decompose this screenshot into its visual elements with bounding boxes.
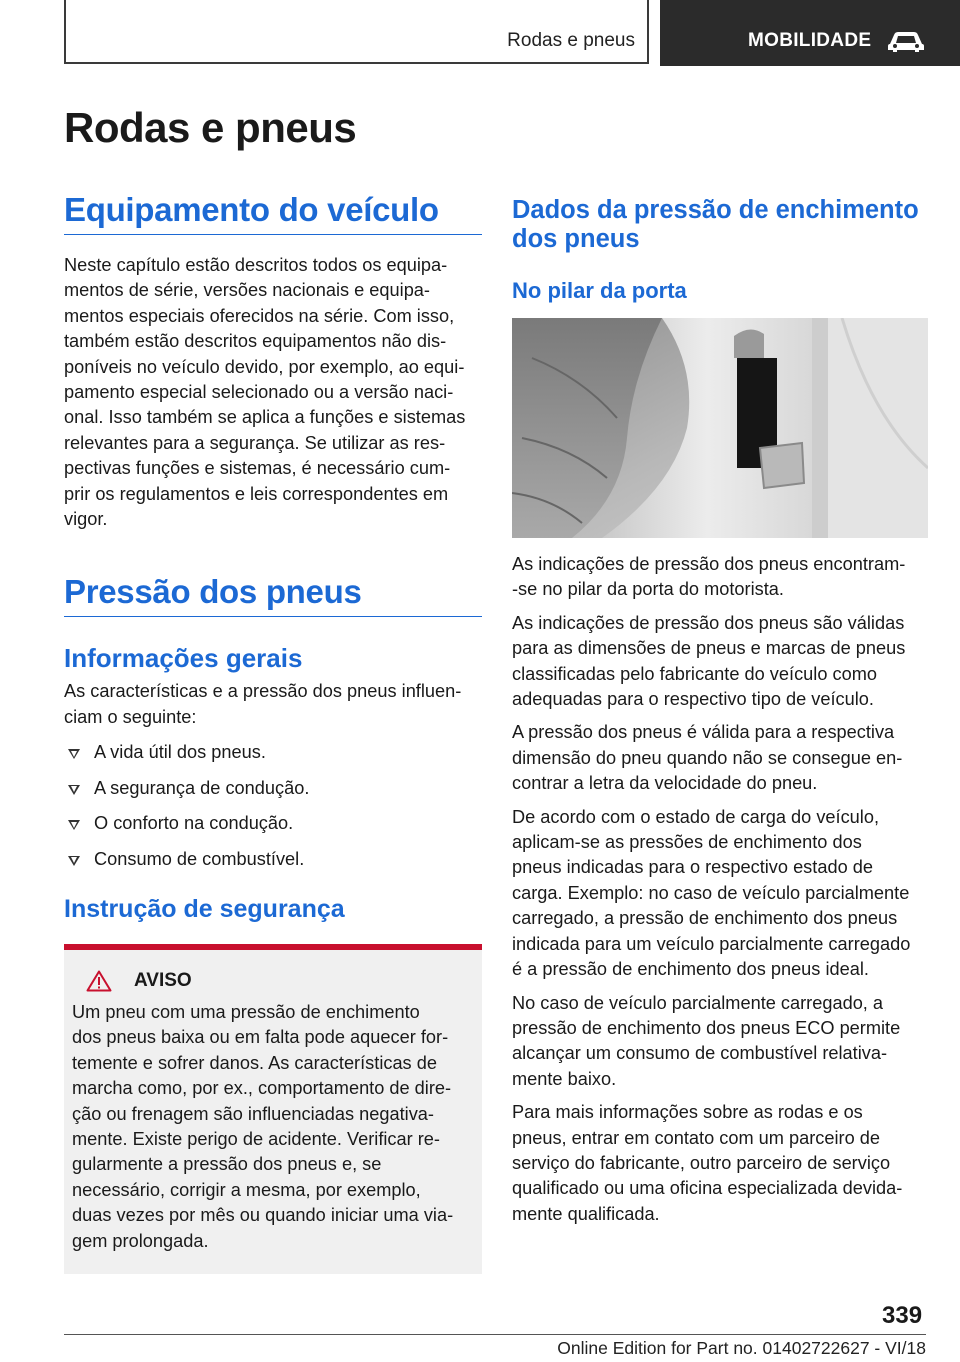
triangle-bullet-icon [68, 820, 80, 830]
text-line: As características e a pressão dos pneus influen‐ [64, 681, 462, 702]
info-paragraph [512, 805, 930, 983]
list-item [64, 811, 482, 836]
page-number: 339 [882, 1302, 923, 1329]
info-paragraph [512, 991, 930, 1093]
text-line: duas vezes por mês ou quando iniciar uma via‐ [72, 1205, 454, 1226]
text-line: alcançar um consumo de combustível relativa‐ [512, 1043, 888, 1064]
text-line: dos pneus [512, 225, 640, 253]
text-line: A pressão dos pneus é válida para a respectiva [512, 722, 895, 743]
text-line: necessário, corrigir a mesma, por exemplo, [72, 1179, 421, 1200]
list-item [64, 847, 482, 872]
car-icon [886, 28, 926, 54]
text-line: gem prolongada. [72, 1230, 209, 1251]
text-line: aplicam-se as pressões de enchimento dos [512, 832, 862, 853]
text-line: mentos especiais oferecidos na série. Com isso, [64, 305, 455, 326]
info-paragraph [512, 720, 930, 796]
list-item-text: A vida útil dos pneus. [94, 742, 266, 763]
warning-header [72, 970, 470, 992]
list-item-text: A segurança de condução. [94, 777, 310, 798]
text-line: ção ou frenagem são influenciadas negativa‐ [72, 1103, 434, 1124]
text-line: dimensão do pneu quando não se consegue en‐ [512, 747, 903, 768]
info-paragraph [512, 611, 930, 713]
text-line: carga. Exemplo: no caso de veículo parcialmente [512, 882, 910, 903]
subsection-title-safety: Instrução de segurança [64, 894, 345, 923]
section-title-tire-pressure: Pressão dos pneus [64, 572, 482, 617]
list-item-text: O conforto na condução. [94, 813, 294, 834]
triangle-bullet-icon [68, 749, 80, 759]
text-line: pamento especial selecionado ou a versão naci‐ [64, 382, 454, 403]
text-line: No caso de veículo parcialmente carregado, a [512, 992, 884, 1013]
text-line: Neste capítulo estão descritos todos os equipa‐ [64, 255, 448, 275]
info-paragraph [512, 1100, 930, 1227]
page-header [0, 0, 960, 66]
triangle-bullet-icon [68, 785, 80, 795]
text-line: As indicações de pressão dos pneus são válidas [512, 612, 905, 633]
list-item [64, 776, 482, 801]
section-title-equipment: Equipamento do veículo [64, 190, 482, 235]
header-tab-label: MOBILIDADE [748, 30, 872, 51]
text-line: classificadas pelo fabricante do veículo como [512, 663, 877, 684]
warning-label: AVISO [134, 969, 192, 991]
text-line: ciam o seguinte: [64, 706, 197, 727]
text-line: As indicações de pressão dos pneus encontram- [512, 554, 906, 574]
left-column [64, 190, 482, 1274]
text-line: mentos de série, versões nacionais e equipa‐ [64, 280, 430, 301]
subsection-title-general-info: Informações gerais [64, 643, 303, 674]
footer-rule [64, 1334, 926, 1335]
text-line: serviço do fabricante, outro parceiro de serviço [512, 1152, 891, 1173]
text-line: poníveis no veículo devido, por exemplo, ao equi‐ [64, 356, 465, 377]
text-line: dos pneus baixa ou em falta pode aquecer for‐ [72, 1027, 449, 1048]
warning-triangle-icon [86, 970, 112, 992]
text-line: mente baixo. [512, 1068, 617, 1089]
text-line: para as dimensões de pneus e marcas de pneus [512, 638, 906, 659]
info-paragraph [512, 552, 930, 603]
text-line: pectivas funções e sistemas, é necessário cum‐ [64, 458, 451, 479]
text-line: -se no pilar da porta do motorista. [512, 579, 784, 600]
equipment-paragraph [64, 253, 482, 532]
list-item-text: Consumo de combustível. [94, 848, 305, 869]
header-section-box [64, 0, 649, 64]
right-column [512, 196, 930, 1227]
text-line: onal. Isso também se aplica a funções e sistemas [64, 407, 466, 428]
text-line: pneus, entrar em contato com um parceiro de [512, 1127, 880, 1148]
text-line: também estão descritos equipamentos não dis‐ [64, 331, 447, 352]
text-line: mente. Existe perigo de acidente. Verificar re‐ [72, 1128, 440, 1149]
text-line: temente e sofrer danos. As características de [72, 1052, 437, 1073]
text-line: pressão de enchimento dos pneus ECO permite [512, 1017, 901, 1038]
text-line: indicada para um veículo parcialmente carregado [512, 933, 911, 954]
warning-text [72, 1000, 470, 1254]
page-title: Rodas e pneus [64, 104, 357, 151]
subsection-title-door-pillar: No pilar da porta [512, 278, 687, 303]
text-line: Para mais informações sobre as rodas e os [512, 1102, 863, 1123]
door-pillar-photo [512, 318, 928, 538]
subsection-title-pressure-data [512, 196, 930, 254]
text-line: mente qualificada. [512, 1203, 660, 1224]
text-line: marcha como, por ex., comportamento de dire‐ [72, 1078, 452, 1099]
header-chapter-tab [660, 0, 960, 66]
text-line: Dados da pressão de enchimento [512, 196, 919, 224]
text-line: vigor. [64, 509, 108, 530]
text-line: gularmente a pressão dos pneus e, se [72, 1154, 382, 1175]
text-line: pneus indicadas para o respectivo estado de [512, 857, 873, 878]
text-line: prir os regulamentos e leis correspondentes em [64, 483, 449, 504]
text-line: carregado, a pressão de enchimento dos pneus [512, 908, 898, 929]
text-line: Um pneu com uma pressão de enchimento [72, 1001, 420, 1022]
text-line: contrar a letra da velocidade do pneu. [512, 773, 818, 794]
text-line: De acordo com o estado de carga do veículo, [512, 806, 880, 827]
text-line: adequadas para o respectivo tipo de veículo. [512, 689, 874, 710]
bullet-list [64, 740, 482, 872]
general-info-paragraph [64, 679, 482, 730]
pressure-info-paragraphs [512, 552, 930, 1227]
text-line: qualificado ou uma oficina especializada devida‐ [512, 1178, 903, 1199]
triangle-bullet-icon [68, 856, 80, 866]
text-line: relevantes para a segurança. Se utilizar as res‐ [64, 432, 446, 453]
list-item [64, 740, 482, 765]
header-section-label: Rodas e pneus [507, 30, 635, 51]
footer-edition: Online Edition for Part no. 01402722627 - VI/18 [557, 1338, 926, 1358]
text-line: é a pressão de enchimento dos pneus ideal. [512, 959, 869, 980]
warning-box [64, 944, 482, 1274]
